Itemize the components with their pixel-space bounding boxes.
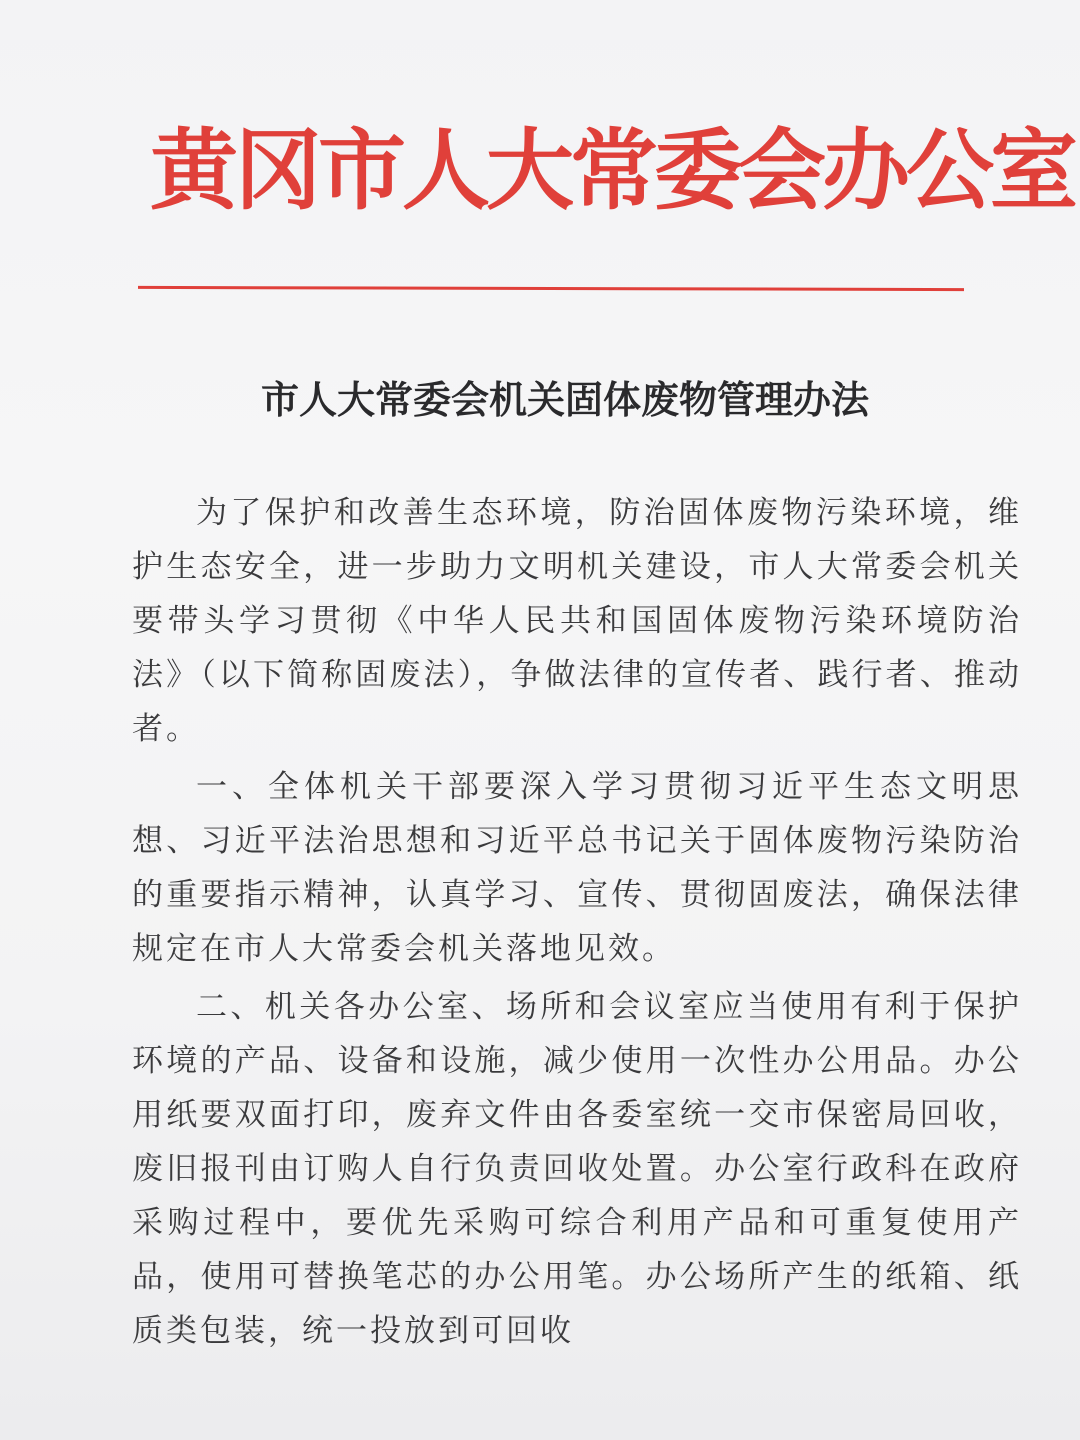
body-paragraph-article-2: 二、机关各办公室、场所和会议室应当使用有利于保护环境的产品、设备和设施，减少使用一次性办公用品。办公用纸要双面打印，废弃文件由各委室统一交市保密局回收，废旧报刊由订购人自行负责回收处置。办公室行政科在政府采购过程中，要优先采购可综合利用产品和可重复使用产品，使用可替换笔芯的办公用笔。办公场所产生的纸箱、纸质类包装，统一投放到可回收 <box>132 989 1022 1349</box>
body-paragraph-intro: 为了保护和改善生态环境，防治固体废物污染环境，维护生态安全，进一步助力文明机关建设，市人大常委会机关要带头学习贯彻《中华人民共和国固体废物污染环境防治法》（以下简称固废法），争做法律的宣传者、践行者、推动者。 <box>132 495 1022 747</box>
document-title: 市人大常委会机关固体废物管理办法 <box>260 377 869 422</box>
document-body <box>132 486 1022 1358</box>
body-paragraph-article-1: 一、全体机关干部要深入学习贯彻习近平生态文明思想、习近平法治思想和习近平总书记关于固体废物污染防治的重要指示精神，认真学习、宣传、贯彻固废法，确保法律规定在市人大常委会机关落地见效。 <box>132 769 1022 967</box>
header-red-rule <box>138 286 964 291</box>
issuing-office-header: 黄冈市人大常委会办公室 <box>150 118 1075 222</box>
